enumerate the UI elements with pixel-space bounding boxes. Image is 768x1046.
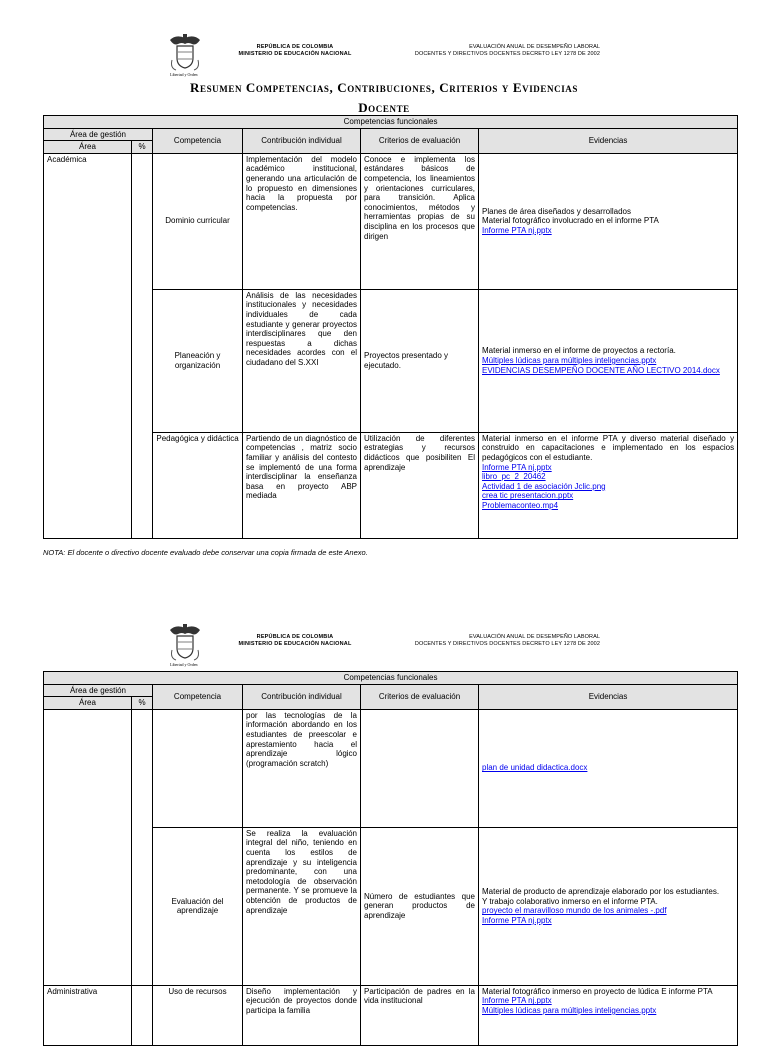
header-evaluation (400, 634, 600, 648)
evidencias-cell (479, 827, 738, 985)
seal-motto: Libertad y Orden (170, 662, 198, 667)
evidence-link[interactable]: libro_pc_2_20462 (482, 472, 546, 482)
col-evidencias: Evidencias (479, 684, 738, 709)
evidencias-cell (479, 432, 738, 538)
contribucion-cell: Análisis de las necesidades institucionales y necesidades individuales de cada estudiante y generar proyectos interdisciplinares que den respuestas a dichas necesidades acordes con el ciudadano del S.XXI (243, 289, 361, 432)
col-area: Área (44, 697, 132, 710)
evidence-text: Material de producto de aprendizaje elaborado por los estudiantes. (482, 887, 720, 897)
page-header-2 (0, 622, 768, 672)
page-header-1 (0, 32, 768, 82)
evidence-text: Material inmerso en el informe de proyectos a rectoría. (482, 346, 676, 356)
area-cell: Administrativa (44, 985, 132, 1045)
competencia-cell (153, 709, 243, 827)
criterios-cell: Conoce e implementa los estándares básicos de competencia, los lineamientos y orientaciones curriculares, para transición. Aplica conocimientos, métodos y herramientas propias de su disciplina en los procesos que dirigen (361, 153, 479, 289)
seal-motto: Libertad y Orden (170, 72, 198, 77)
header-evaluation-title: EVALUACIÓN ANUAL DE DESEMPEÑO LABORAL (469, 44, 600, 50)
evidencias-cell (479, 709, 738, 827)
section-header: Competencias funcionales (44, 672, 738, 685)
evidence-link[interactable]: crea tic presentacion.pptx (482, 491, 574, 501)
evidence-link[interactable]: Múltiples lúdicas para múltiples inteligencias.pptx (482, 1005, 657, 1015)
col-criterios: Criterios de evaluación (361, 128, 479, 153)
evidence-link[interactable]: Problemaconteo.mp4 (482, 500, 559, 510)
col-evidencias: Evidencias (479, 128, 738, 153)
competencies-table-page2 (43, 671, 738, 1046)
competencia-cell: Uso de recursos (153, 985, 243, 1045)
evidence-link[interactable]: EVIDENCIAS DESEMPEÑO DOCENTE AÑO LECTIVO 2014.docx (482, 365, 720, 375)
header-institution (215, 44, 375, 58)
evidence-link[interactable]: Informe PTA nj.pptx (482, 462, 552, 472)
contribucion-cell: Partiendo de un diagnóstico de competencias , matriz socio familiar y análisis del contesto se implementó de una forma interdisciplinar la enseñanza basa en proyecto ABP mediada (243, 432, 361, 538)
section-header: Competencias funcionales (44, 116, 738, 129)
footnote: NOTA: El docente o directivo docente evaluado debe conservar una copia firmada de este Anexo. (43, 548, 368, 557)
document-title (60, 78, 708, 118)
header-republic: REPÚBLICA DE COLOMBIA (256, 634, 334, 640)
contribucion-cell: Se realiza la evaluación integral del niño, teniendo en cuenta los estilos de aprendizaje y su inteligencia predominante, con una metodología de observación permanente. Y se promueve la obtención de productos de aprendizaje (243, 827, 361, 985)
evidence-text: Material fotográfico involucrado en el informe PTA (482, 216, 659, 226)
evidence-text: Material fotográfico inmerso en proyecto de lúdica E informe PTA (482, 986, 713, 996)
evidence-link[interactable]: Informe PTA nj.pptx (482, 996, 552, 1006)
col-contribucion: Contribución individual (243, 684, 361, 709)
col-competencia: Competencia (153, 128, 243, 153)
evidence-link[interactable]: proyecto el maravilloso mundo de los animales -.pdf (482, 906, 667, 916)
criterios-cell: Número de estudiantes que generan productos de aprendizaje (361, 827, 479, 985)
col-competencia: Competencia (153, 684, 243, 709)
competencies-table-page1 (43, 115, 738, 539)
criterios-cell (361, 709, 479, 827)
table-row (44, 709, 738, 827)
col-area-group: Área de gestión (44, 128, 153, 141)
col-area-group: Área de gestión (44, 684, 153, 697)
pct-cell (132, 985, 153, 1045)
header-republic: REPÚBLICA DE COLOMBIA (256, 44, 334, 50)
evidence-text: Material inmerso en el informe PTA y diverso material diseñado y construido en capacitaciones e implementado en los espacios pedagógicos con el estudiante. (482, 433, 735, 462)
contribucion-cell: Diseño implementación y ejecución de proyectos donde participa la familia (243, 985, 361, 1045)
evidence-text: Y trabajo colaborativo inmerso en el informe PTA. (482, 896, 658, 906)
header-decree: DOCENTES Y DIRECTIVOS DOCENTES DECRETO LEY 1278 DE 2002 (414, 641, 600, 647)
evidencias-cell (479, 289, 738, 432)
table-row (44, 153, 738, 289)
header-ministry: MINISTERIO DE EDUCACIÓN NACIONAL (238, 51, 352, 57)
col-pct: % (132, 697, 153, 710)
header-evaluation (400, 44, 600, 58)
coat-of-arms-icon (168, 32, 202, 74)
header-evaluation-title: EVALUACIÓN ANUAL DE DESEMPEÑO LABORAL (469, 634, 600, 640)
evidencias-cell (479, 153, 738, 289)
evidencias-cell (479, 985, 738, 1045)
evidence-link[interactable]: Informe PTA nj.pptx (482, 915, 552, 925)
criterios-cell: Utilización de diferentes estrategias y recursos didácticos que posibiliten El aprendizaje (361, 432, 479, 538)
competencia-cell: Pedagógica y didáctica (153, 432, 243, 538)
evidence-link[interactable]: Informe PTA nj.pptx (482, 226, 552, 236)
contribucion-cell: por las tecnologías de la información abordando en los estudiantes de preescolar e aprestamiento hacia el aprendizaje lógico (programación scratch) (243, 709, 361, 827)
contribucion-cell: Implementación del modelo académico institucional, generando una articulación de lo propuesto en dimensiones hacia la propuesta por competencias. (243, 153, 361, 289)
col-pct: % (132, 141, 153, 154)
col-criterios: Criterios de evaluación (361, 684, 479, 709)
evidence-text: Planes de área diseñados y desarrollados (482, 206, 631, 216)
evidence-link[interactable]: Múltiples lúdicas para múltiples inteligencias.pptx (482, 355, 657, 365)
evidence-link[interactable]: Actividad 1 de asociación Jclic.png (482, 481, 606, 491)
pct-cell (132, 153, 153, 538)
coat-of-arms-icon (168, 622, 202, 664)
header-ministry: MINISTERIO DE EDUCACIÓN NACIONAL (238, 641, 352, 647)
area-cell: Académica (44, 153, 132, 538)
table-row (44, 985, 738, 1045)
document-title-line2: Docente (358, 100, 410, 115)
col-contribucion: Contribución individual (243, 128, 361, 153)
document-title-line1: Resumen Competencias, Contribuciones, Criterios y Evidencias (189, 80, 579, 95)
header-institution (215, 634, 375, 648)
criterios-cell: Participación de padres en la vida institucional (361, 985, 479, 1045)
criterios-cell: Proyectos presentado y ejecutado. (361, 289, 479, 432)
pct-cell (132, 709, 153, 985)
competencia-cell: Dominio curricular (153, 153, 243, 289)
col-area: Área (44, 141, 132, 154)
competencia-cell: Evaluación del aprendizaje (153, 827, 243, 985)
competencia-cell: Planeación y organización (153, 289, 243, 432)
area-cell (44, 709, 132, 985)
evidence-link[interactable]: plan de unidad didactica.docx (482, 763, 588, 773)
header-decree: DOCENTES Y DIRECTIVOS DOCENTES DECRETO LEY 1278 DE 2002 (414, 51, 600, 57)
